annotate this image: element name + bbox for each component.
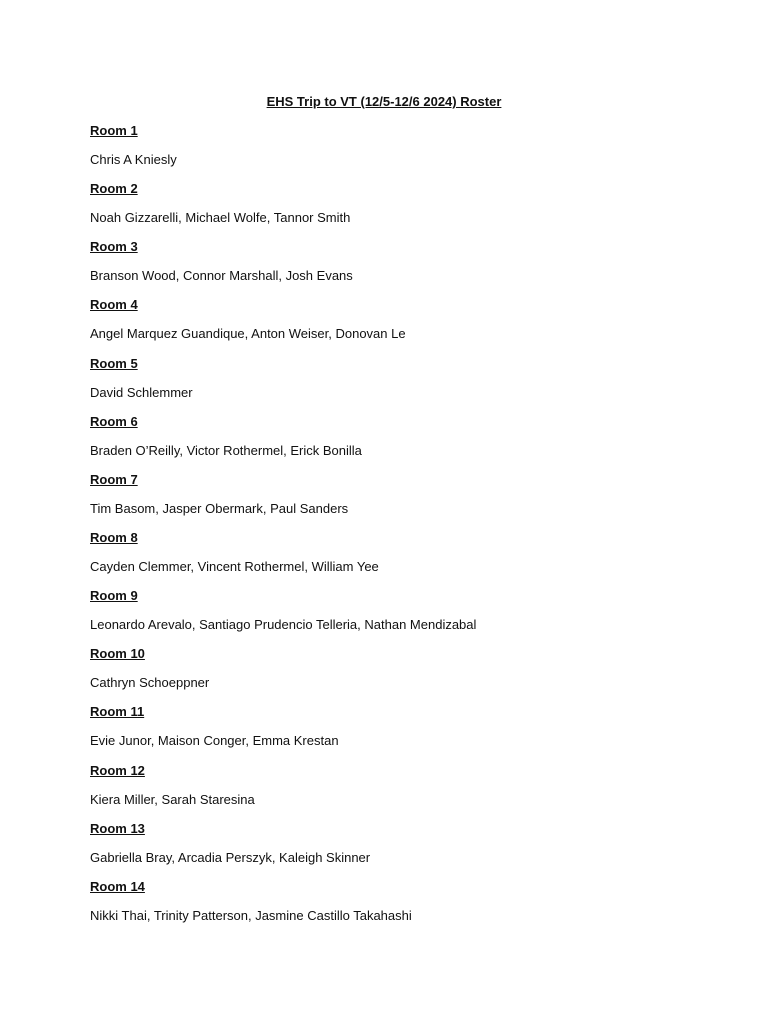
room-entry [90, 413, 730, 471]
room-label: Room 13 [90, 820, 145, 836]
room-occupants: Angel Marquez Guandique, Anton Weiser, Donovan Le [90, 326, 406, 342]
room-label: Room 7 [90, 471, 138, 487]
room-label: Room 12 [90, 762, 145, 778]
room-entry [90, 296, 730, 354]
room-entry [90, 238, 730, 296]
room-occupants: Kiera Miller, Sarah Staresina [90, 791, 255, 807]
room-label: Room 6 [90, 413, 138, 429]
room-label: Room 8 [90, 529, 138, 545]
room-list [90, 122, 730, 936]
room-label: Room 2 [90, 181, 138, 197]
room-label: Room 5 [90, 355, 138, 371]
room-label: Room 10 [90, 646, 145, 662]
room-entry [90, 820, 730, 878]
room-occupants: Gabriella Bray, Arcadia Perszyk, Kaleigh Skinner [90, 849, 371, 865]
room-label: Room 1 [90, 123, 138, 138]
room-entry [90, 703, 730, 761]
room-label: Room 14 [90, 878, 145, 894]
document-title: EHS Trip to VT (12/5-12/6 2024) Roster [266, 94, 502, 109]
room-entry [90, 587, 730, 645]
room-occupants: Branson Wood, Connor Marshall, Josh Evans [90, 268, 353, 284]
room-entry [90, 471, 730, 529]
room-entry [90, 762, 730, 820]
room-occupants: Cayden Clemmer, Vincent Rothermel, William Yee [90, 558, 379, 574]
room-entry [90, 122, 730, 180]
room-label: Room 4 [90, 297, 138, 313]
room-occupants: David Schlemmer [90, 384, 193, 400]
room-entry [90, 645, 730, 703]
room-occupants: Noah Gizzarelli, Michael Wolfe, Tannor Smith [90, 210, 351, 226]
room-label: Room 9 [90, 588, 138, 604]
room-label: Room 11 [90, 704, 145, 720]
room-entry [90, 355, 730, 413]
room-occupants: Tim Basom, Jasper Obermark, Paul Sanders [90, 500, 349, 516]
room-entry [90, 180, 730, 238]
room-occupants: Nikki Thai, Trinity Patterson, Jasmine Castillo Takahashi [90, 907, 412, 923]
room-label: Room 3 [90, 239, 138, 255]
room-occupants: Braden O’Reilly, Victor Rothermel, Erick Bonilla [90, 442, 362, 458]
room-entry [90, 878, 730, 936]
room-occupants: Evie Junor, Maison Conger, Emma Krestan [90, 733, 339, 749]
room-occupants: Cathryn Schoeppner [90, 675, 210, 691]
room-occupants: Chris A Kniesly [90, 152, 177, 167]
room-entry [90, 529, 730, 587]
room-occupants: Leonardo Arevalo, Santiago Prudencio Telleria, Nathan Mendizabal [90, 617, 477, 633]
